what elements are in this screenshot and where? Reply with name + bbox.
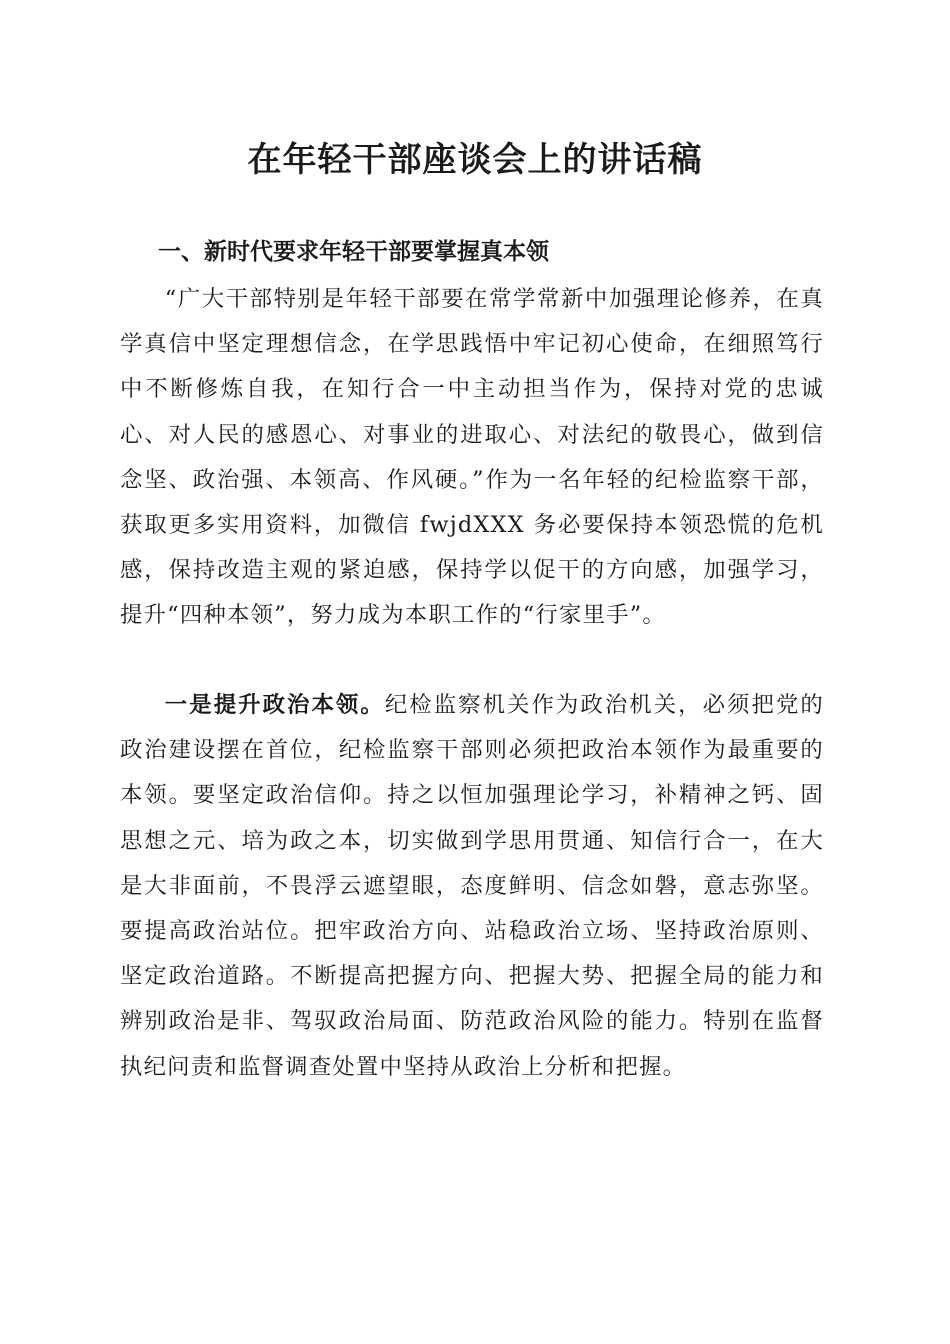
paragraph-2-lead: 一是提升政治本领。	[164, 692, 385, 718]
paragraph-1: “广大干部特别是年轻干部要在常学常新中加强理论修养，在真学真信中坚定理想信念，在学思践悟中牢记初心使命，在细照笃行中不断修炼自我，在知行合一中主动担当作为，保持对党的忠诚心、对人民的感恩心、对事业的进取心、对法纪的敬畏心，做到信念坚、政治强、本领高、作风硬。”作为一名年轻的纪检监察干部，获取更多实用资料，加微信 fwjdXXX 务必要保持本领恐慌的危机感，保持改造主观的紧迫感，保持学以促干的方向感，加强学习，提升“四种本领”，努力成为本职工作的“行家里手”。	[120, 286, 824, 629]
paragraph-2-body: 纪检监察机关作为政治机关，必须把党的政治建设摆在首位，纪检监察干部则必须把政治本领作为最重要的本领。要坚定政治信仰。持之以恒加强理论学习，补精神之钙、固思想之元、培为政之本，切实做到学思用贯通、知信行合一，在大是大非面前，不畏浮云遮望眼，态度鲜明、信念如磐，意志弥坚。要提高政治站位。把牢政治方向、站稳政治立场、坚持政治原则、坚定政治道路。不断提高把握方向、把握大势、把握全局的能力和辨别政治是非、驾驭政治局面、防范政治风险的能力。特别在监督执纪问责和监督调查处置中坚持从政治上分析和把握。	[120, 692, 824, 1080]
paragraph-2	[120, 683, 824, 1090]
document-title: 在年轻干部座谈会上的讲话稿	[247, 140, 703, 180]
section-heading: 一、新时代要求年轻干部要掌握真本领	[158, 239, 549, 265]
